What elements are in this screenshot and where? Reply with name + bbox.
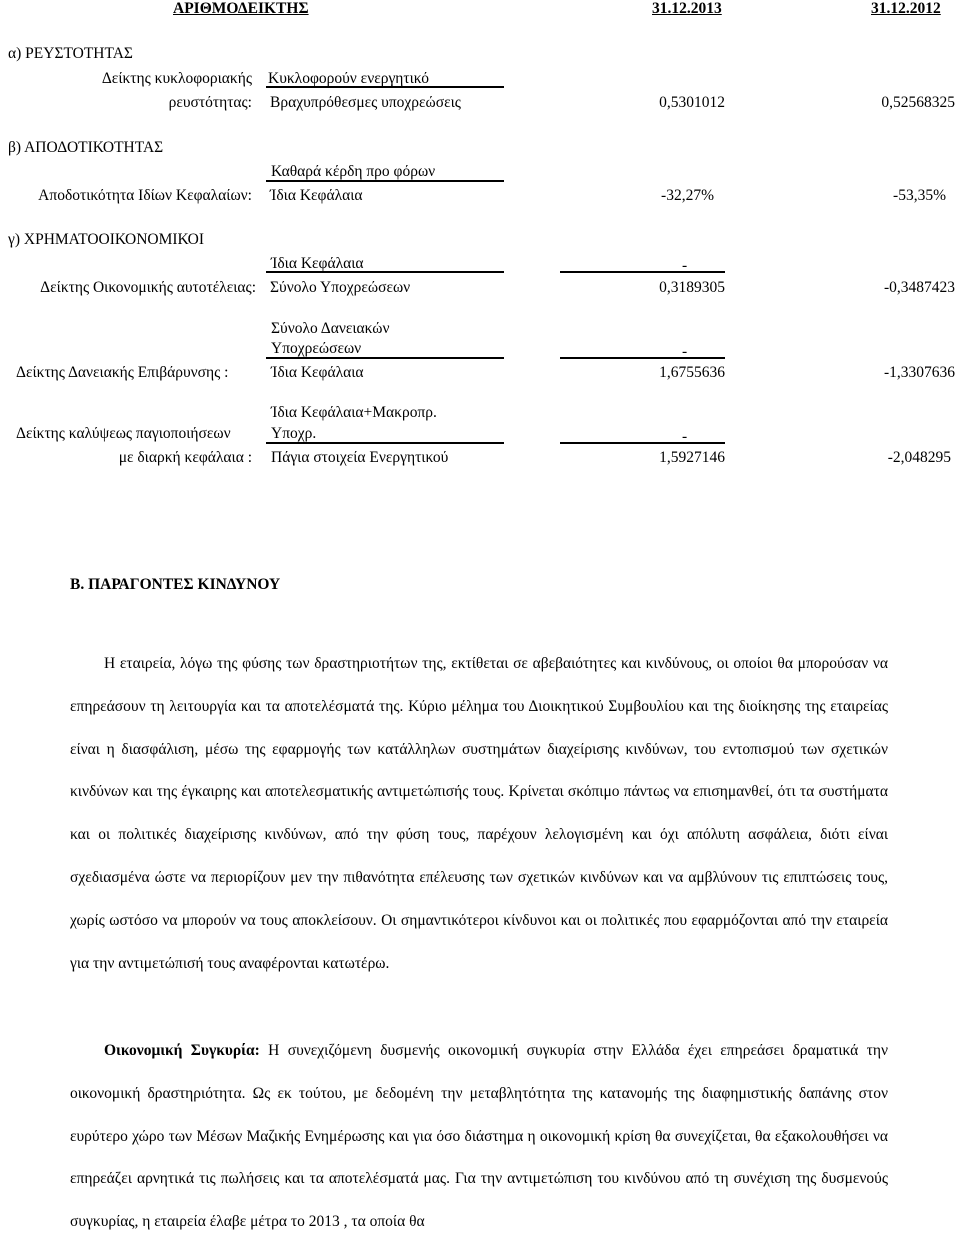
fraction-line [266,180,504,182]
header-title: ΑΡΙΘΜΟΔΕΙΚΤΗΣ [173,0,309,17]
liquidity-value-2012: 0,52568325 [881,94,955,111]
fraction-line [560,357,725,359]
coverage-numerator-line1: Ίδια Κεφάλαια+Μακροπρ. [271,404,437,421]
header-year-2013: 31.12.2013 [652,0,722,17]
coverage-denominator: Πάγια στοιχεία Ενεργητικού [271,449,449,466]
leverage-dash: - [682,343,688,360]
autonomy-dash: - [682,257,688,274]
fraction-line [266,442,504,444]
autonomy-value-2013: 0,3189305 [659,279,725,296]
header-year-2012: 31.12.2012 [871,0,941,17]
fraction-line [266,271,504,273]
leverage-numerator-line1: Σύνολο Δανειακών [271,320,390,337]
risk-heading: Β. ΠΑΡΑΓΟΝΤΕΣ ΚΙΝΔΥΝΟΥ [70,576,281,593]
autonomy-label: Δείκτης Οικονομικής αυτοτέλειας: [40,279,256,296]
fraction-line [266,86,504,88]
profitability-numerator: Καθαρά κέρδη προ φόρων [271,163,436,180]
liquidity-denominator: Βραχυπρόθεσμες υποχρεώσεις [270,94,461,111]
risk-paragraph-1-text: Η εταιρεία, λόγω της φύσης των δραστηριοτήτων της, εκτίθεται σε αβεβαιότητες και κινδύνους, οι οποίοι θα μπορούσαν να επηρεάσουν τη λειτουργία και τα αποτελέσματά της. Κύριο μέλημα του Διοικητικού Συμβουλίου και της διοίκησης της εταιρείας είναι η διασφάλιση, μέσω της εφαρμογής των κατάλληλων συστημάτων διαχείρισης κινδύνων, του εντοπισμού των σχετικών κινδύνων και της έγκαιρης και αποτελεσματικής αντιμετώπισής τους. Κρίνεται σκόπιμο πάντως να επισημανθεί, ότι τα συστήματα και οι πολιτικές διαχείρισης κινδύνων, από την φύση τους, παρέχουν λελογισμένη και όχι απόλυτη ασφάλεια, διότι είναι σχεδιασμένα ώστε να περιορίζουν μεν την πιθανότητα επέλευσης των σχετικών κινδύνων και να αμβλύνουν τις επιπτώσεις τους, χωρίς ωστόσο να μπορούν να τους αποκλείσουν. Οι σημαντικότεροι κίνδυνοι και οι πολιτικές που εφαρμόζονται από την εταιρεία για την αντιμετώπισή τους αναφέρονται κατωτέρω. [70,655,888,972]
risk-paragraph-1 [70,643,888,985]
liquidity-value-2013: 0,5301012 [659,94,725,111]
section-liquidity-heading: α) ΡΕΥΣΤΟΤΗΤΑΣ [8,45,133,62]
autonomy-denominator: Σύνολο Υποχρεώσεων [270,279,411,296]
coverage-value-2012: -2,048295 [887,449,951,466]
economic-climate-label: Οικονομική Συγκυρία: [104,1042,260,1059]
autonomy-numerator: Ίδια Κεφάλαια [271,255,364,272]
autonomy-value-2012: -0,3487423 [883,279,955,296]
coverage-value-2013: 1,5927146 [659,449,725,466]
profitability-value-2012: -53,35% [893,187,946,204]
profitability-label: Αποδοτικότητα Ιδίων Κεφαλαίων: [38,187,252,204]
fraction-line [560,442,725,444]
coverage-numerator-line2: Υποχρ. [271,425,317,442]
leverage-value-2013: 1,6755636 [659,364,725,381]
risk-paragraph-2-text: Η συνεχιζόμενη δυσμενής οικονομική συγκυρία στην Ελλάδα έχει επηρεάσει δραματικά την οικονομική δραστηριότητα. Ως εκ τούτου, με δεδομένη την μεταβλητότητα της κατανομής της διαφημιστικής δαπάνης στον ευρύτερο χώρο των Μέσων Μαζικής Ενημέρωσης και για όσο διάστημα η οικονομική κρίση θα συνεχίζεται, θα εξακολουθήσει να επηρεάζει αρνητικά τις πωλήσεις και τα αποτελέσματά μας. Για την αντιμετώπιση του κινδύνου από τη συνέχιση της δυσμενούς συγκυρίας, η εταιρεία έλαβε μέτρα το 2013 , τα οποία θα [70,1042,888,1231]
profitability-denominator: Ίδια Κεφάλαια [270,187,363,204]
fraction-line [560,271,725,273]
coverage-label-line1: Δείκτης καλύψεως παγιοποιήσεων [16,425,231,442]
liquidity-label-line2: ρευστότητας: [168,94,252,111]
liquidity-numerator: Κυκλοφορούν ενεργητικό [268,70,430,87]
coverage-dash: - [682,428,688,445]
fraction-line [266,357,504,359]
liquidity-label-line1: Δείκτης κυκλοφοριακής [101,70,252,87]
leverage-numerator-line2: Υποχρεώσεων [271,340,362,357]
coverage-label-line2: με διαρκή κεφάλαια : [118,449,252,466]
section-financial-heading: γ) ΧΡΗΜΑΤΟΟΙΚΟΝΟΜΙΚΟΙ [8,231,205,248]
profitability-value-2013: -32,27% [661,187,714,204]
leverage-value-2012: -1,3307636 [883,364,955,381]
section-profitability-heading: β) ΑΠΟΔΟΤΙΚΟΤΗΤΑΣ [8,139,164,156]
risk-paragraph-2 [70,1030,888,1244]
leverage-label: Δείκτης Δανειακής Επιβάρυνσης : [16,364,229,381]
leverage-denominator: Ίδια Κεφάλαια [271,364,364,381]
